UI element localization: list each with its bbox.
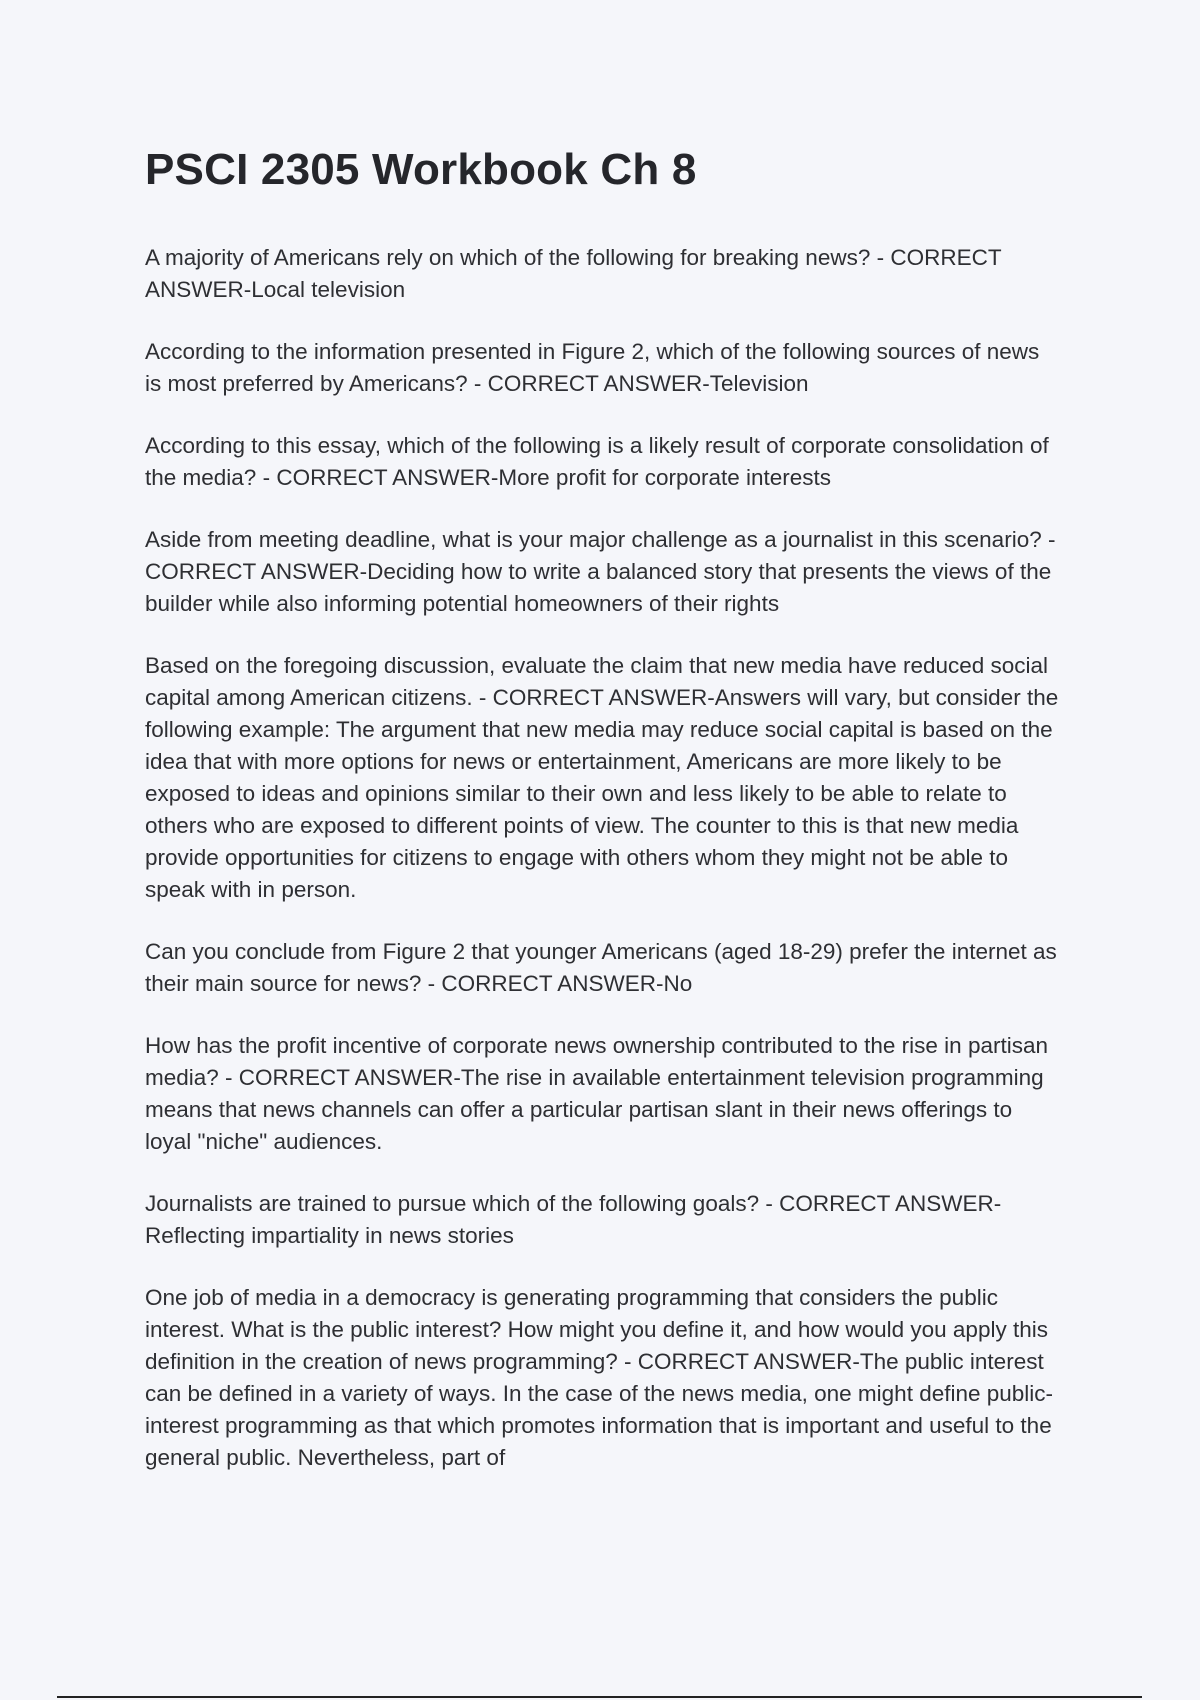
qa-item: Based on the foregoing discussion, evaluate the claim that new media have reduced social capital among American citizens. - CORRECT ANSWER-Answers will vary, but consider the following example: The argument that new media may reduce social capital is based on the idea that with more options for news or entertainment, Americans are more likely to be exposed to ideas and opinions similar to their own and less likely to be able to relate to others who are exposed to different points of view. The counter to this is that new media provide opportunities for citizens to engage with others whom they might not be able to speak with in person. <box>145 653 1059 902</box>
qa-item: Aside from meeting deadline, what is your major challenge as a journalist in this scenario? - CORRECT ANSWER-Deciding how to write a balanced story that presents the views of the builder while also informing potential homeowners of their rights <box>145 527 1056 616</box>
qa-item: How has the profit incentive of corporate news ownership contributed to the rise in partisan media? - CORRECT ANSWER-The rise in available entertainment television programming means that news channels can offer a particular partisan slant in their news offerings to loyal "niche" audiences. <box>145 1033 1048 1154</box>
page-bottom-rule <box>57 1696 1142 1698</box>
qa-item: According to the information presented in Figure 2, which of the following sources of news is most preferred by Americans? - CORRECT ANSWER-Television <box>145 339 1040 396</box>
question-answer-list <box>145 242 1060 1504</box>
qa-item: One job of media in a democracy is generating programming that considers the public interest. What is the public interest? How might you define it, and how would you apply this definition in the creation of news programming? - CORRECT ANSWER-The public interest can be defined in a variety of ways. In the case of the news media, one might define public-interest programming as that which promotes information that is important and useful to the general public. Nevertheless, part of <box>145 1285 1054 1470</box>
qa-item: A majority of Americans rely on which of the following for breaking news? - CORRECT ANSWER-Local television <box>145 245 1002 302</box>
page-title: PSCI 2305 Workbook Ch 8 <box>145 145 697 194</box>
qa-item: According to this essay, which of the following is a likely result of corporate consolidation of the media? - CORRECT ANSWER-More profit for corporate interests <box>145 433 1049 490</box>
qa-item: Journalists are trained to pursue which of the following goals? - CORRECT ANSWER-Reflecting impartiality in news stories <box>145 1191 1002 1248</box>
qa-item: Can you conclude from Figure 2 that younger Americans (aged 18-29) prefer the internet as their main source for news? - CORRECT ANSWER-No <box>145 939 1057 996</box>
